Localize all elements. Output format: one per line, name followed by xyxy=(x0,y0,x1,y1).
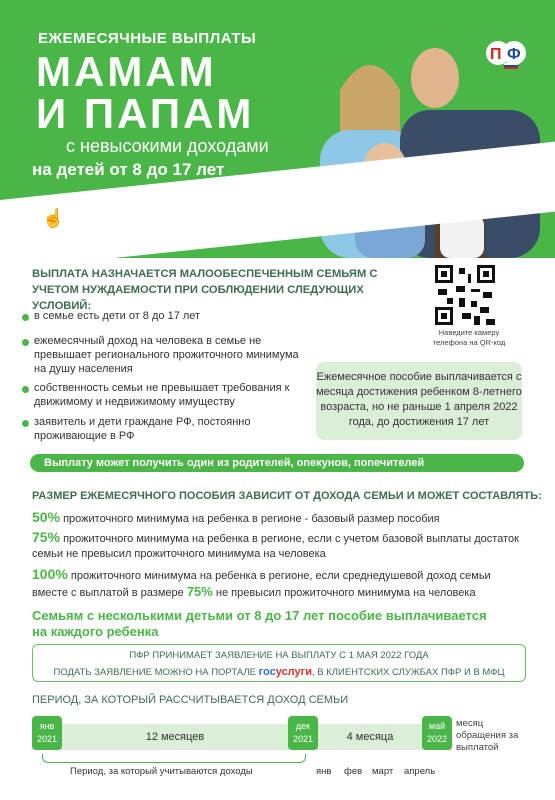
month-label: фев xyxy=(344,766,363,777)
timeline-brace-text: Период, за который учитываются доходы xyxy=(70,766,253,777)
amount-75 xyxy=(32,530,526,562)
period-title: ПЕРИОД, ЗА КОТОРЫЙ РАССЧИТЫВАЕТСЯ ДОХОД СЕМЬИ xyxy=(32,694,349,706)
hero-line5: на детей от 8 до 17 лет xyxy=(32,160,225,179)
hero-line4: с невысокими доходами xyxy=(66,136,269,156)
uslugi-part: услуги xyxy=(275,666,312,678)
gos-part: гос xyxy=(258,666,276,678)
hero-banner xyxy=(0,0,555,258)
amount-50 xyxy=(32,510,526,527)
condition-item: в семье есть дети от 8 до 17 лет xyxy=(34,310,201,322)
many-kids-note: Семьям с несколькими детьми от 8 до 17 лет пособие выплачивается на каждого ребенка xyxy=(32,608,487,639)
svg-text:П: П xyxy=(490,46,502,63)
pct-50: 50% xyxy=(32,509,61,525)
amount-title: РАЗМЕР ЕЖЕМЕСЯЧНОГО ПОСОБИЯ ЗАВИСИТ ОТ ДОХОДА СЕМЬИ И МОЖЕТ СОСТАВЛЯТЬ: xyxy=(32,490,542,502)
conditions-title: ВЫПЛАТА НАЗНАЧАЕТСЯ МАЛООБЕСПЕЧЕННЫМ СЕМЬЯМ С УЧЕТОМ НУЖДАЕМОСТИ ПРИ СОБЛЮДЕНИИ СЛЕДУЮЩИХ УСЛОВИЙ: xyxy=(32,268,378,312)
hero-line3: И ПАПАМ xyxy=(36,90,255,137)
qr-caption: Наведите камеру телефона на QR-код xyxy=(432,328,506,347)
timeline-start: янв 2021 xyxy=(32,716,62,750)
timeline-right-note: месяц обращения за выплатой xyxy=(456,718,519,753)
notice-line2-b: , В КЛИЕНТСКИХ СЛУЖБАХ ПФР И В МФЦ xyxy=(311,667,505,678)
notice-box xyxy=(32,644,526,682)
gosuslugi-link[interactable] xyxy=(259,666,312,678)
timeline-seg-4: 4 месяца xyxy=(346,731,394,743)
month-label: апрель xyxy=(404,766,436,777)
hero-line1: ЕЖЕМЕСЯЧНЫЕ ВЫПЛАТЫ xyxy=(38,30,257,47)
info-box: Ежемесячное пособие выплачивается с месяца достижения ребенком 8-летнего возраста, но не раньше 1 апреля 2022 года, до достижения 17 лет xyxy=(316,362,522,440)
timeline-end: май 2022 xyxy=(422,716,452,750)
month-label: янв xyxy=(316,766,332,777)
bullet-icon xyxy=(22,386,29,393)
pct-100: 100% xyxy=(32,566,68,582)
amount-100 xyxy=(32,567,526,601)
bullet-icon xyxy=(22,420,29,427)
pct-75-inline: 75% xyxy=(186,584,213,599)
hero-line2: МАМАМ xyxy=(36,48,217,95)
condition-item: собственность семьи не превышает требования к движимому и недвижимому имуществу xyxy=(34,382,290,408)
svg-text:Ф: Ф xyxy=(507,46,521,63)
pct-100-text-b: не превысил прожиточного минимума на человека xyxy=(212,587,476,599)
timeline-mid: дек 2021 xyxy=(288,716,318,750)
notice-line1: ПФР ПРИНИМАЕТ ЗАЯВЛЕНИЕ НА ВЫПЛАТУ С 1 МАЯ 2022 ГОДА xyxy=(129,650,429,661)
condition-item: ежемесячный доход на человека в семье не превышает регионального прожиточного минимума на душу населения xyxy=(34,335,299,375)
timeline-brace xyxy=(42,754,306,763)
bullet-icon xyxy=(22,314,29,321)
pfr-logo-icon xyxy=(484,36,528,70)
pct-50-text: прожиточного минимума на ребенка в регионе - базовый размер пособия xyxy=(60,513,440,525)
timeline-seg-12: 12 месяцев xyxy=(145,731,205,743)
pct-75: 75% xyxy=(32,529,61,545)
qr-code-icon[interactable] xyxy=(432,262,498,328)
hand-cursor-icon: ☝ xyxy=(42,208,65,228)
pct-75-text: прожиточного минимума на ребенка в регионе, если с учетом базовой выплаты достаток семьи не превысил прожиточного минимума на человека xyxy=(32,533,519,560)
month-label: март xyxy=(372,766,394,777)
notice-line2-a: ПОДАТЬ ЗАЯВЛЕНИЕ МОЖНО НА ПОРТАЛЕ xyxy=(53,667,259,678)
recipient-bar: Выплату может получить один из родителей, опекунов, попечителей xyxy=(30,454,524,472)
bullet-icon xyxy=(22,339,29,346)
site-link[interactable]: PFR.GOV.RU xyxy=(34,202,158,222)
notice-line2 xyxy=(33,664,525,681)
pct-100-text-a: прожиточного минимума на ребенка в регионе, если среднедушевой доход семьи вместе с выплатой в размере xyxy=(32,570,491,599)
condition-item: заявитель и дети граждане РФ, постоянно проживающие в РФ xyxy=(34,416,251,442)
